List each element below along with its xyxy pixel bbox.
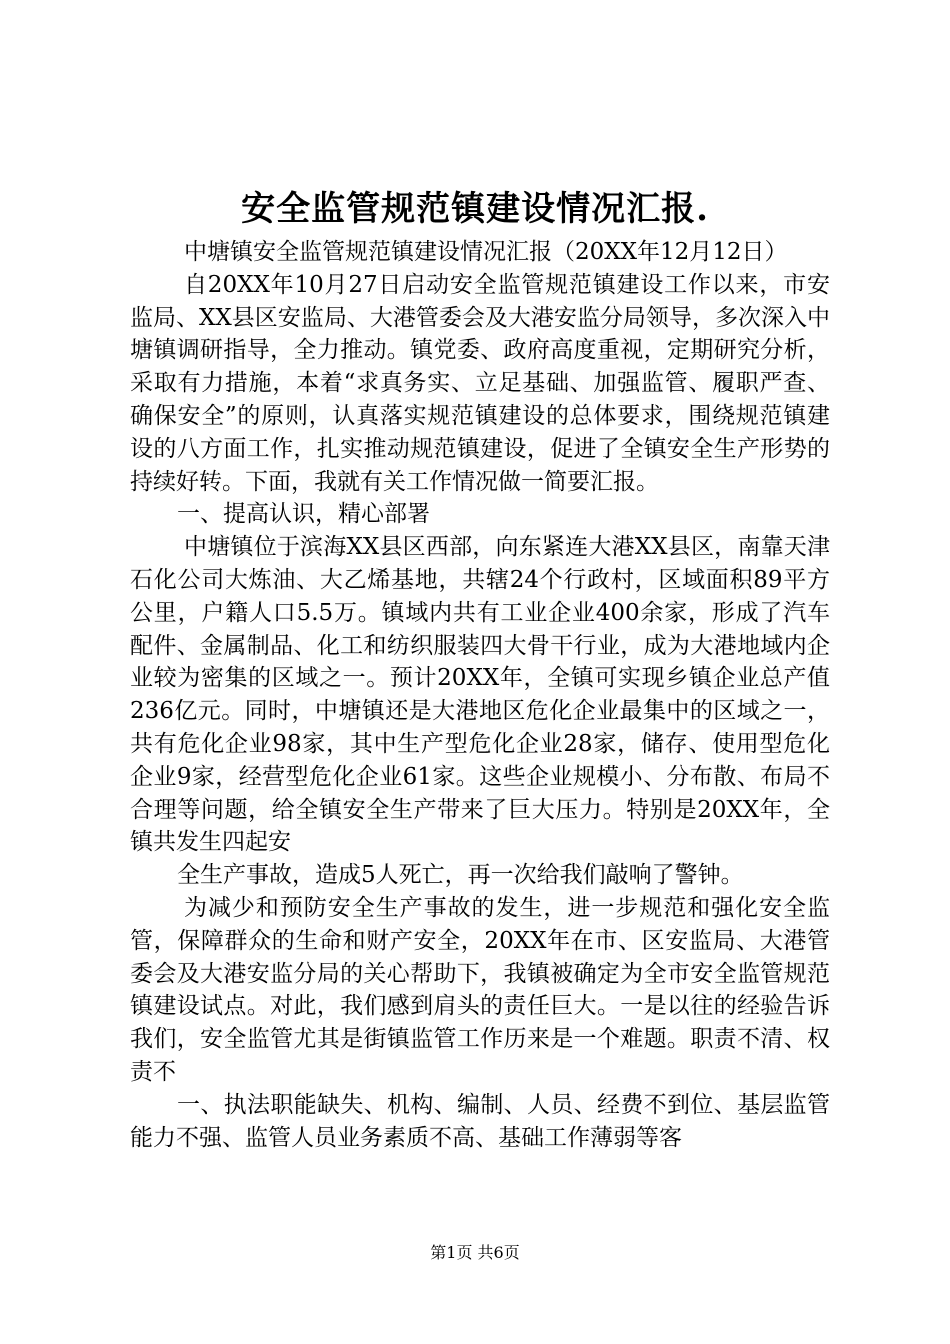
background-paragraph: 中塘镇位于滨海XX县区西部，向东紧连大港XX县区，南靠天津石化公司大炼油、大乙烯基地，共辖24个行政村，区域面积89平方公里，户籍人口5.5万。镇域内共有工业企业400余家，形成了汽车配件、金属制品、化工和纺织服装四大骨干行业，成为大港地域内企业较为密集的区域之一。预计20XX年，全镇可实现乡镇企业总产值236亿元。同时，中塘镇还是大港地区危化企业最集中的区域之一，共有危化企业98家，其中生产型危化企业28家，储存、使用型危化企业9家，经营型危化企业61家。这些企业规模小、分布散、布局不合理等问题，给全镇安全生产带来了巨大压力。特别是20XX年，全镇共发生四起安 (130, 534, 830, 856)
pilot-paragraph: 为减少和预防安全生产事故的发生，进一步规范和强化安全监管，保障群众的生命和财产安全，20XX年在市、区安监局、大港管委会及大港安监分局的关心帮助下，我镇被确定为全市安全监管规范镇建设试点。对此，我们感到肩头的责任巨大。一是以往的经验告诉我们，安全监管尤其是街镇监管工作历来是一个难题。职责不清、权责不 (130, 894, 830, 1085)
issues-paragraph: 一、执法职能缺失、机构、编制、人员、经费不到位、基层监管能力不强、监管人员业务素质不高、基础工作薄弱等客 (130, 1091, 830, 1151)
continuation-paragraph: 全生产事故，造成5人死亡，再一次给我们敲响了警钟。 (177, 862, 744, 889)
report-subtitle-paragraph: 中塘镇安全监管规范镇建设情况汇报（20XX年12月12日） (184, 239, 788, 265)
document-title: 安全监管规范镇建设情况汇报. (241, 189, 709, 229)
document-body (130, 236, 830, 1154)
section-heading: 一、提高认识，精心部署 (177, 501, 430, 528)
page-number-footer: 第1页 共6页 (430, 1243, 520, 1262)
intro-paragraph: 自20XX年10月27日启动安全监管规范镇建设工作以来，市安监局、XX县区安监局、大港管委会及大港安监分局领导，多次深入中塘镇调研指导，全力推动。镇党委、政府高度重视，定期研究分析，采取有力措施，本着“求真务实、立足基础、加强监管、履职严查、确保安全”的原则，认真落实规范镇建设的总体要求，围绕规范镇建设的八方面工作，扎实推动规范镇建设，促进了全镇安全生产形势的持续好转。下面，我就有关工作情况做一简要汇报。 (130, 271, 830, 495)
